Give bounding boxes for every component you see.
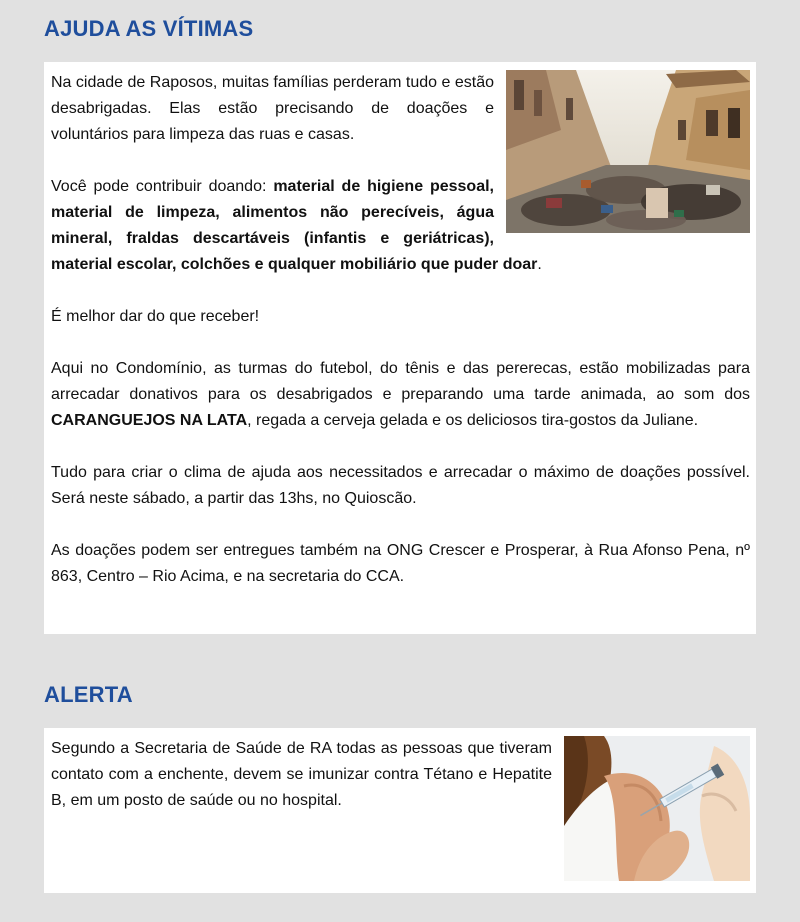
paragraph-4 xyxy=(51,356,750,434)
vaccine-photo xyxy=(564,736,750,881)
paragraph-4-start: Aqui no Condomínio, as turmas do futebol, do tênis e das pererecas, estão mobilizadas para arrecadar donativos para os desabrigados e preparando uma tarde animada, ao som dos xyxy=(51,360,750,403)
paragraph-6: As doações podem ser entregues também na ONG Crescer e Prosperar, à Rua Afonso Pena, nº 863, Centro – Rio Acima, e na secretaria do CCA. xyxy=(51,542,750,585)
paragraph-5: Tudo para criar o clima de ajuda aos necessitados e arrecadar o máximo de doações possível. Será neste sábado, a partir das 13hs, no Quioscão. xyxy=(51,464,750,507)
section-title-ajuda: AJUDA AS VÍTIMAS xyxy=(44,16,254,41)
article-alerta xyxy=(44,728,756,893)
donation-intro: Você pode contribuir doando: xyxy=(51,178,274,195)
article-ajuda-vitimas xyxy=(44,62,756,634)
band-name: CARANGUEJOS NA LATA xyxy=(51,412,248,429)
donation-items: material de higiene pessoal, material de limpeza, alimentos não perecíveis, água mineral, fraldas descartáveis (infantis e geriátricas), material escolar, colchões e qualquer mobiliário que puder doar xyxy=(51,178,538,273)
paragraph-4-end: , regada a cerveja gelada e os deliciosos tira-gostos da Juliane. xyxy=(247,412,699,429)
paragraph-3: É melhor dar do que receber! xyxy=(51,308,260,325)
donation-period: . xyxy=(537,256,542,273)
flood-debris-photo xyxy=(506,70,750,233)
section-title-alerta: ALERTA xyxy=(44,682,133,707)
paragraph-1: Na cidade de Raposos, muitas famílias perderam tudo e estão desabrigadas. Elas estão precisando de doações e voluntários para limpeza das ruas e casas. xyxy=(51,74,494,143)
flood-debris-street-photo-icon xyxy=(506,70,750,233)
alert-paragraph: Segundo a Secretaria de Saúde de RA todas as pessoas que tiveram contato com a enchente, devem se imunizar contra Tétano e Hepatite B, em um posto de saúde ou no hospital. xyxy=(51,740,552,809)
vaccine-injection-photo-icon xyxy=(564,736,750,881)
